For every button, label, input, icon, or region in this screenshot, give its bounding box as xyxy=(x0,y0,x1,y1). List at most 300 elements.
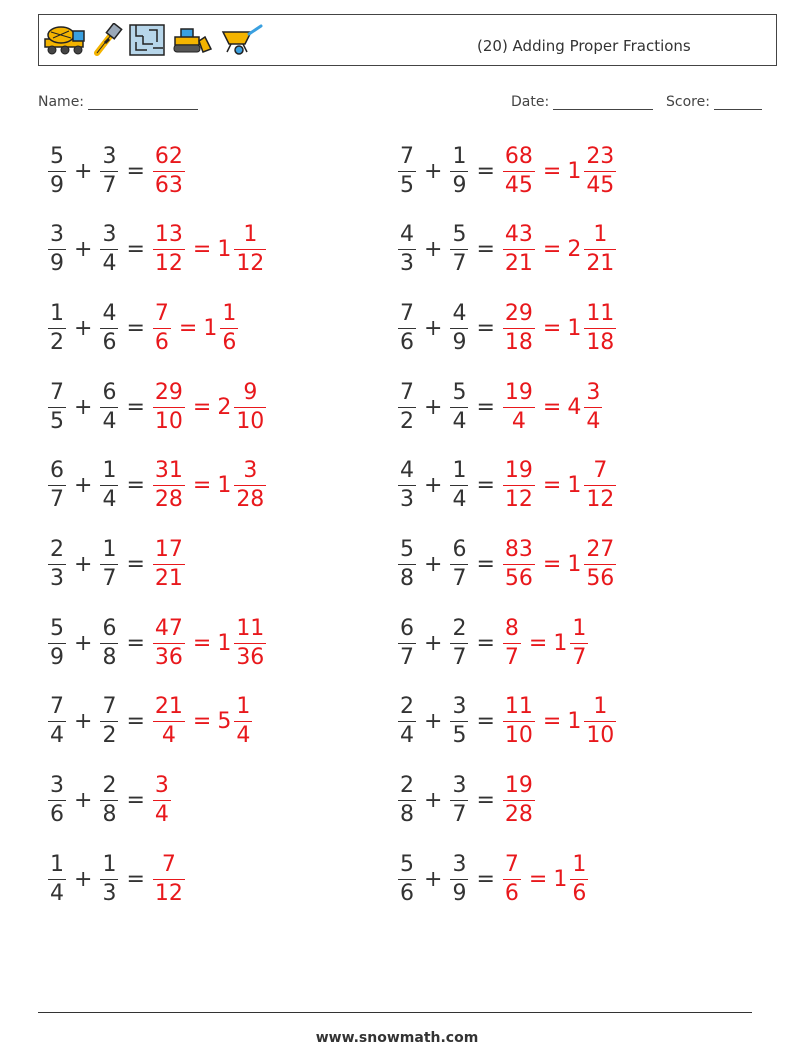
problem-row xyxy=(46,530,187,600)
denominator: 7 xyxy=(400,644,414,670)
mixed-fraction xyxy=(234,615,266,670)
equals-sign: = xyxy=(476,552,495,577)
bulldozer-icon xyxy=(171,25,213,55)
denominator: 6 xyxy=(400,329,414,355)
cement-mixer-truck-icon xyxy=(43,25,87,55)
denominator: 8 xyxy=(102,802,117,828)
addend-fraction xyxy=(100,775,118,826)
equals-sign: = xyxy=(542,709,562,735)
problem-row xyxy=(396,451,618,521)
numerator: 5 xyxy=(400,537,414,562)
equals-sign: = xyxy=(126,552,145,577)
numerator: 5 xyxy=(50,615,64,641)
denominator: 12 xyxy=(586,487,615,513)
numerator: 11 xyxy=(586,300,615,326)
numerator: 1 xyxy=(50,851,64,877)
numerator: 2 xyxy=(452,615,467,641)
numerator: 6 xyxy=(452,537,467,562)
equals-sign: = xyxy=(476,315,495,341)
addend-fraction xyxy=(48,615,66,670)
answer-fraction xyxy=(153,851,185,906)
name-blank xyxy=(88,95,198,110)
answer-fraction xyxy=(153,539,185,590)
plus-sign: + xyxy=(74,394,93,420)
answer-fraction xyxy=(153,696,185,747)
equals-sign: = xyxy=(476,709,495,735)
problem-row xyxy=(46,372,268,442)
numerator: 5 xyxy=(452,379,467,405)
denominator: 2 xyxy=(50,329,64,355)
plus-sign: + xyxy=(74,158,93,184)
equals-sign: = xyxy=(126,709,145,735)
denominator: 4 xyxy=(452,487,467,513)
plus-sign: + xyxy=(74,315,93,341)
maze-icon xyxy=(129,24,165,56)
mixed-fraction xyxy=(234,696,252,747)
mixed-whole: 1 xyxy=(567,473,582,499)
denominator: 6 xyxy=(154,329,169,355)
answer-fraction xyxy=(503,615,521,670)
numerator: 3 xyxy=(586,379,601,405)
mixed-whole: 1 xyxy=(567,158,582,184)
mixed-whole: 4 xyxy=(567,394,582,420)
denominator: 7 xyxy=(102,566,117,591)
addend-fraction xyxy=(398,224,416,275)
numerator: 5 xyxy=(400,851,414,877)
denominator: 12 xyxy=(236,251,265,277)
denominator: 12 xyxy=(154,251,183,277)
addend-fraction xyxy=(450,539,468,590)
date-blank xyxy=(553,95,653,110)
mixed-fraction xyxy=(584,696,616,747)
denominator: 45 xyxy=(504,172,533,198)
score-blank xyxy=(714,95,762,110)
plus-sign: + xyxy=(424,315,443,341)
answer-fraction xyxy=(153,379,185,434)
denominator: 4 xyxy=(102,408,117,434)
problem-row xyxy=(396,608,590,678)
denominator: 5 xyxy=(400,172,414,198)
numerator: 3 xyxy=(102,143,117,169)
addend-fraction xyxy=(398,696,416,747)
numerator: 3 xyxy=(102,222,117,248)
denominator: 56 xyxy=(586,566,615,591)
numerator: 7 xyxy=(593,458,608,484)
addend-fraction xyxy=(398,539,416,590)
addend-fraction xyxy=(48,775,66,826)
plus-sign: + xyxy=(424,866,443,892)
denominator: 3 xyxy=(50,566,64,591)
numerator: 3 xyxy=(154,773,169,799)
denominator: 6 xyxy=(50,802,64,828)
numerator: 7 xyxy=(102,694,117,720)
denominator: 12 xyxy=(154,880,183,906)
mixed-fraction xyxy=(234,224,266,275)
problem-row xyxy=(46,451,268,521)
header-icons xyxy=(43,22,263,58)
numerator: 6 xyxy=(400,615,414,641)
equals-sign: = xyxy=(476,237,495,263)
date-label: Date: xyxy=(511,94,550,110)
numerator: 19 xyxy=(504,773,533,799)
problem-row xyxy=(46,136,187,206)
equals-sign: = xyxy=(192,709,212,735)
mixed-whole: 1 xyxy=(203,315,218,341)
mixed-fraction xyxy=(584,539,616,590)
answer-fraction xyxy=(503,539,535,590)
equals-sign: = xyxy=(476,866,495,892)
score-field xyxy=(666,94,762,110)
equals-sign: = xyxy=(126,394,145,420)
numerator: 6 xyxy=(102,379,117,405)
denominator: 45 xyxy=(586,172,615,198)
equals-sign: = xyxy=(192,394,212,420)
problem-row xyxy=(46,766,173,836)
denominator: 7 xyxy=(572,644,587,670)
numerator: 83 xyxy=(504,537,533,562)
denominator: 6 xyxy=(572,880,587,906)
denominator: 4 xyxy=(161,723,176,749)
equals-sign: = xyxy=(126,788,145,814)
problem-row xyxy=(46,215,268,285)
denominator: 10 xyxy=(154,408,183,434)
denominator: 6 xyxy=(400,880,414,906)
numerator: 5 xyxy=(452,222,467,248)
denominator: 3 xyxy=(400,251,414,277)
pipe-wrench-icon xyxy=(93,23,123,57)
numerator: 2 xyxy=(50,537,64,562)
denominator: 9 xyxy=(452,880,467,906)
denominator: 4 xyxy=(50,723,64,749)
denominator: 8 xyxy=(102,644,117,670)
addend-fraction xyxy=(450,379,468,434)
equals-sign: = xyxy=(126,237,145,263)
numerator: 29 xyxy=(504,300,533,326)
numerator: 47 xyxy=(154,615,183,641)
plus-sign: + xyxy=(74,866,93,892)
numerator: 17 xyxy=(154,537,183,562)
addend-fraction xyxy=(398,143,416,198)
numerator: 1 xyxy=(243,222,258,248)
numerator: 1 xyxy=(572,615,587,641)
plus-sign: + xyxy=(74,237,93,263)
mixed-fraction xyxy=(220,300,238,355)
numerator: 7 xyxy=(400,379,414,405)
mixed-whole: 1 xyxy=(217,630,232,656)
denominator: 4 xyxy=(102,251,117,277)
addend-fraction xyxy=(100,379,118,434)
numerator: 7 xyxy=(400,300,414,326)
numerator: 3 xyxy=(452,851,467,877)
denominator: 21 xyxy=(586,251,615,277)
equals-sign: = xyxy=(192,237,212,263)
numerator: 1 xyxy=(572,851,587,877)
numerator: 2 xyxy=(400,694,414,720)
equals-sign: = xyxy=(476,788,495,814)
worksheet-title: (20) Adding Proper Fractions xyxy=(477,37,691,55)
numerator: 1 xyxy=(102,851,117,877)
denominator: 9 xyxy=(50,172,64,198)
problem-row xyxy=(46,844,187,914)
numerator: 27 xyxy=(586,537,615,562)
denominator: 6 xyxy=(102,329,117,355)
denominator: 36 xyxy=(154,644,183,670)
mixed-whole: 1 xyxy=(553,630,568,656)
equals-sign: = xyxy=(476,158,495,184)
denominator: 7 xyxy=(452,566,467,591)
equals-sign: = xyxy=(192,473,212,499)
answer-fraction xyxy=(503,460,535,511)
mixed-fraction xyxy=(584,224,616,275)
answer-fraction xyxy=(153,224,185,275)
mixed-fraction xyxy=(584,379,602,434)
addend-fraction xyxy=(100,143,118,198)
addend-fraction xyxy=(48,379,66,434)
numerator: 68 xyxy=(504,143,533,169)
denominator: 28 xyxy=(236,487,265,513)
numerator: 7 xyxy=(50,694,64,720)
mixed-fraction xyxy=(584,143,616,198)
problem-row xyxy=(396,293,618,363)
addend-fraction xyxy=(398,460,416,511)
denominator: 4 xyxy=(236,723,251,749)
plus-sign: + xyxy=(74,473,93,499)
answer-fraction xyxy=(503,851,521,906)
addend-fraction xyxy=(48,696,66,747)
denominator: 7 xyxy=(452,251,467,277)
numerator: 11 xyxy=(504,694,533,720)
numerator: 11 xyxy=(236,615,265,641)
denominator: 63 xyxy=(154,172,183,198)
addend-fraction xyxy=(450,615,468,670)
denominator: 5 xyxy=(50,408,64,434)
numerator: 1 xyxy=(593,694,608,720)
denominator: 9 xyxy=(452,172,467,198)
wheelbarrow-icon xyxy=(219,24,263,56)
denominator: 8 xyxy=(400,802,414,828)
mixed-whole: 1 xyxy=(567,552,582,577)
addend-fraction xyxy=(100,224,118,275)
footer-url: www.snowmath.com xyxy=(315,1030,479,1046)
numerator: 7 xyxy=(161,851,176,877)
denominator: 28 xyxy=(504,802,533,828)
numerator: 4 xyxy=(400,222,414,248)
denominator: 8 xyxy=(400,566,414,591)
numerator: 2 xyxy=(400,773,414,799)
answer-fraction xyxy=(503,775,535,826)
numerator: 29 xyxy=(154,379,183,405)
plus-sign: + xyxy=(424,788,443,814)
addend-fraction xyxy=(450,851,468,906)
answer-fraction xyxy=(503,300,535,355)
mixed-fraction xyxy=(584,460,616,511)
denominator: 28 xyxy=(154,487,183,513)
footer-divider xyxy=(38,1012,752,1013)
numerator: 6 xyxy=(50,458,64,484)
numerator: 19 xyxy=(504,458,533,484)
denominator: 4 xyxy=(154,802,169,828)
numerator: 1 xyxy=(593,222,608,248)
answer-fraction xyxy=(153,615,185,670)
numerator: 7 xyxy=(154,300,169,326)
numerator: 19 xyxy=(504,379,533,405)
mixed-fraction xyxy=(570,851,588,906)
numerator: 13 xyxy=(154,222,183,248)
numerator: 31 xyxy=(154,458,183,484)
numerator: 1 xyxy=(452,458,467,484)
numerator: 4 xyxy=(400,458,414,484)
numerator: 3 xyxy=(452,694,467,720)
addend-fraction xyxy=(450,460,468,511)
denominator: 4 xyxy=(586,408,601,434)
addend-fraction xyxy=(100,300,118,355)
numerator: 6 xyxy=(102,615,117,641)
equals-sign: = xyxy=(542,473,562,499)
denominator: 10 xyxy=(586,723,615,749)
denominator: 4 xyxy=(452,408,467,434)
numerator: 23 xyxy=(586,143,615,169)
numerator: 2 xyxy=(102,773,117,799)
numerator: 1 xyxy=(236,694,251,720)
addend-fraction xyxy=(48,539,66,590)
addend-fraction xyxy=(100,696,118,747)
mixed-whole: 1 xyxy=(217,237,232,263)
equals-sign: = xyxy=(528,866,548,892)
denominator: 21 xyxy=(154,566,183,591)
denominator: 7 xyxy=(452,644,467,670)
worksheet-header xyxy=(38,14,777,66)
plus-sign: + xyxy=(424,158,443,184)
answer-fraction xyxy=(153,300,171,355)
equals-sign: = xyxy=(542,394,562,420)
numerator: 1 xyxy=(102,537,117,562)
denominator: 7 xyxy=(102,172,117,198)
numerator: 1 xyxy=(102,458,117,484)
plus-sign: + xyxy=(74,709,93,735)
addend-fraction xyxy=(48,460,66,511)
plus-sign: + xyxy=(424,630,443,656)
numerator: 7 xyxy=(50,379,64,405)
equals-sign: = xyxy=(126,473,145,499)
denominator: 4 xyxy=(400,723,414,749)
addend-fraction xyxy=(48,851,66,906)
plus-sign: + xyxy=(74,788,93,814)
numerator: 62 xyxy=(154,143,183,169)
equals-sign: = xyxy=(542,237,562,263)
addend-fraction xyxy=(398,300,416,355)
addend-fraction xyxy=(450,696,468,747)
answer-fraction xyxy=(503,696,535,747)
mixed-whole: 2 xyxy=(567,237,582,263)
problem-row xyxy=(396,136,618,206)
numerator: 7 xyxy=(400,143,414,169)
problem-row xyxy=(46,608,268,678)
denominator: 7 xyxy=(504,644,519,670)
mixed-whole: 1 xyxy=(553,866,568,892)
plus-sign: + xyxy=(424,237,443,263)
numerator: 43 xyxy=(504,222,533,248)
mixed-fraction xyxy=(234,460,266,511)
denominator: 3 xyxy=(102,880,117,906)
equals-sign: = xyxy=(126,315,145,341)
addend-fraction xyxy=(100,615,118,670)
mixed-whole: 1 xyxy=(217,473,232,499)
answer-fraction xyxy=(153,775,171,826)
denominator: 4 xyxy=(511,408,526,434)
denominator: 4 xyxy=(102,487,117,513)
addend-fraction xyxy=(450,224,468,275)
addend-fraction xyxy=(398,615,416,670)
problem-row xyxy=(46,293,240,363)
equals-sign: = xyxy=(542,552,562,577)
plus-sign: + xyxy=(424,552,443,577)
addend-fraction xyxy=(100,539,118,590)
numerator: 9 xyxy=(243,379,258,405)
addend-fraction xyxy=(398,379,416,434)
addend-fraction xyxy=(450,143,468,198)
equals-sign: = xyxy=(476,630,495,656)
denominator: 36 xyxy=(236,644,265,670)
numerator: 8 xyxy=(504,615,519,641)
addend-fraction xyxy=(398,775,416,826)
addend-fraction xyxy=(48,143,66,198)
plus-sign: + xyxy=(424,394,443,420)
answer-fraction xyxy=(503,379,535,434)
problem-row xyxy=(396,687,618,757)
denominator: 10 xyxy=(504,723,533,749)
denominator: 18 xyxy=(586,329,615,355)
date-field xyxy=(511,94,653,110)
addend-fraction xyxy=(48,224,66,275)
equals-sign: = xyxy=(126,158,145,184)
plus-sign: + xyxy=(424,473,443,499)
denominator: 7 xyxy=(452,802,467,828)
mixed-whole: 1 xyxy=(567,315,582,341)
plus-sign: + xyxy=(74,630,93,656)
denominator: 9 xyxy=(50,251,64,277)
plus-sign: + xyxy=(424,709,443,735)
mixed-whole: 2 xyxy=(217,394,232,420)
numerator: 3 xyxy=(452,773,467,799)
denominator: 2 xyxy=(102,723,117,749)
mixed-whole: 5 xyxy=(217,709,232,735)
addend-fraction xyxy=(450,775,468,826)
numerator: 3 xyxy=(243,458,258,484)
numerator: 7 xyxy=(504,851,519,877)
plus-sign: + xyxy=(74,552,93,577)
equals-sign: = xyxy=(192,630,212,656)
equals-sign: = xyxy=(476,473,495,499)
equals-sign: = xyxy=(476,394,495,420)
denominator: 3 xyxy=(400,487,414,513)
equals-sign: = xyxy=(528,630,548,656)
numerator: 5 xyxy=(50,143,64,169)
numerator: 1 xyxy=(452,143,467,169)
equals-sign: = xyxy=(542,158,562,184)
denominator: 21 xyxy=(504,251,533,277)
score-label: Score: xyxy=(666,94,710,110)
addend-fraction xyxy=(450,300,468,355)
denominator: 6 xyxy=(504,880,519,906)
addend-fraction xyxy=(48,300,66,355)
answer-fraction xyxy=(153,143,185,198)
problem-row xyxy=(46,687,254,757)
name-label: Name: xyxy=(38,94,85,110)
denominator: 7 xyxy=(50,487,64,513)
denominator: 56 xyxy=(504,566,533,591)
equals-sign: = xyxy=(542,315,562,341)
denominator: 6 xyxy=(222,329,237,355)
